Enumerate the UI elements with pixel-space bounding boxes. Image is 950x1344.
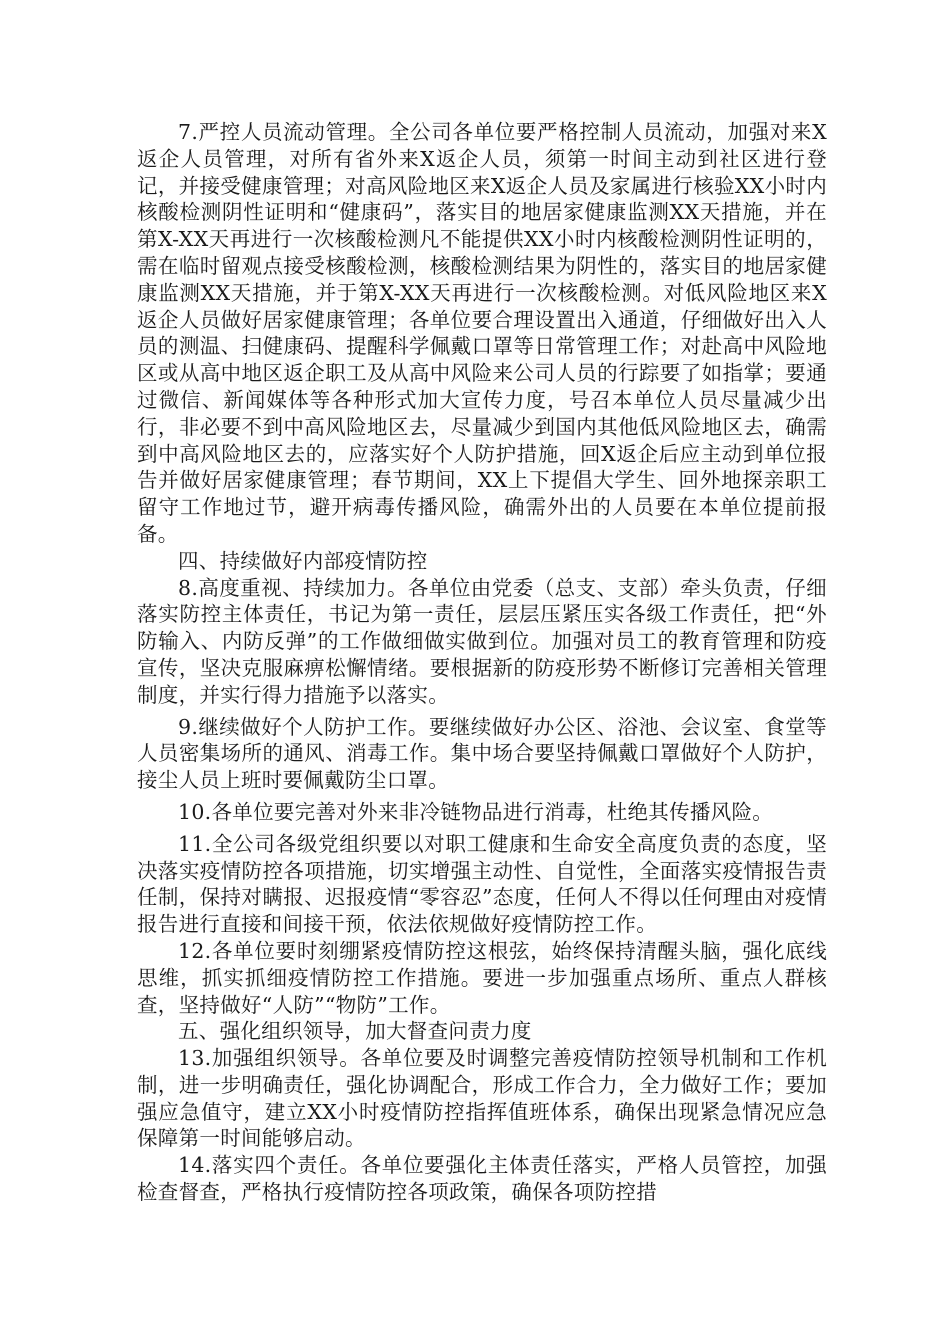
document-page <box>137 119 827 1206</box>
section-heading-5: 五、强化组织领导，加大督查问责力度 <box>178 1019 532 1044</box>
paragraph-item-13: 13.加强组织领导。各单位要及时调整完善疫情防控领导机制和工作机制，进一步明确责任，强化协调配合，形成工作合力，全力做好工作；要加强应急值守，建立XX小时疫情防控指挥值班体系，确保出现紧急情况应急保障第一时间能够启动。 <box>137 1046 827 1151</box>
paragraph-item-7: 7.严控人员流动管理。全公司各单位要严格控制人员流动，加强对来X返企人员管理，对所有省外来X返企人员，须第一时间主动到社区进行登记，并接受健康管理；对高风险地区来X返企人员及家属进行核验XX小时内核酸检测阴性证明和“健康码”，落实目的地居家健康监测XX天措施，并在第X-XX天再进行一次核酸检测凡不能提供XX小时内核酸检测阴性证明的，需在临时留观点接受核酸检测，核酸检测结果为阴性的，落实目的地居家健康监测XX天措施，并于第X-XX天再进行一次核酸检测。对低风险地区来X返企人员做好居家健康管理；各单位要合理设置出入通道，仔细做好出入人员的测温、扫健康码、提醒科学佩戴口罩等日常管理工作；对赴高中风险地区或从高中地区返企职工及从高中风险来公司人员的行踪要了如指掌；要通过微信、新闻媒体等各种形式加大宣传力度，号召本单位人员尽量减少出行，非必要不到中高风险地区去，尽量减少到国内其他低风险地区去，确需到中高风险地区去的，应落实好个人防护措施，回X返企后应主动到单位报告并做好居家健康管理；春节期间，XX上下提倡大学生、回外地探亲职工留守工作地过节，避开病毒传播风险，确需外出的人员要在本单位提前报备。 <box>137 120 827 546</box>
paragraph-item-11: 11.全公司各级党组织要以对职工健康和生命安全高度负责的态度，坚决落实疫情防控各项措施，切实增强主动性、自觉性，全面落实疫情报告责任制，保持对瞒报、迟报疫情“零容忍”态度，任何人不得以任何理由对疫情报告进行直接和间接干预，依法依规做好疫情防控工作。 <box>137 831 827 937</box>
paragraph-item-8: 8.高度重视、持续加力。各单位由党委（总支、支部）牵头负责，仔细落实防控主体责任，书记为第一责任，层层压紧压实各级工作责任，把“外防输入、内防反弹”的工作做细做实做到位。加强对员工的教育管理和防疫宣传，坚决克服麻痹松懈情绪。要根据新的防疫形势不断修订完善相关管理制度，并实行得力措施予以落实。 <box>137 575 827 707</box>
paragraph-item-12: 12.各单位要时刻绷紧疫情防控这根弦，始终保持清醒头脑，强化底线思维，抓实抓细疫情防控工作措施。要进一步加强重点场所、重点人群核查，坚持做好“人防”“物防”工作。 <box>137 938 827 1017</box>
section-heading-4: 四、持续做好内部疫情防控 <box>178 548 428 573</box>
paragraph-item-14: 14.落实四个责任。各单位要强化主体责任落实，严格人员管控，加强检查督查，严格执行疫情防控各项政策，确保各项防控措 <box>137 1153 827 1205</box>
paragraph-item-9: 9.继续做好个人防护工作。要继续做好办公区、浴池、会议室、食堂等人员密集场所的通风、消毒工作。集中场合要坚持佩戴口罩做好个人防护，接尘人员上班时要佩戴防尘口罩。 <box>137 714 827 793</box>
paragraph-item-10: 10.各单位要完善对外来非冷链物品进行消毒，杜绝其传播风险。 <box>178 799 774 824</box>
